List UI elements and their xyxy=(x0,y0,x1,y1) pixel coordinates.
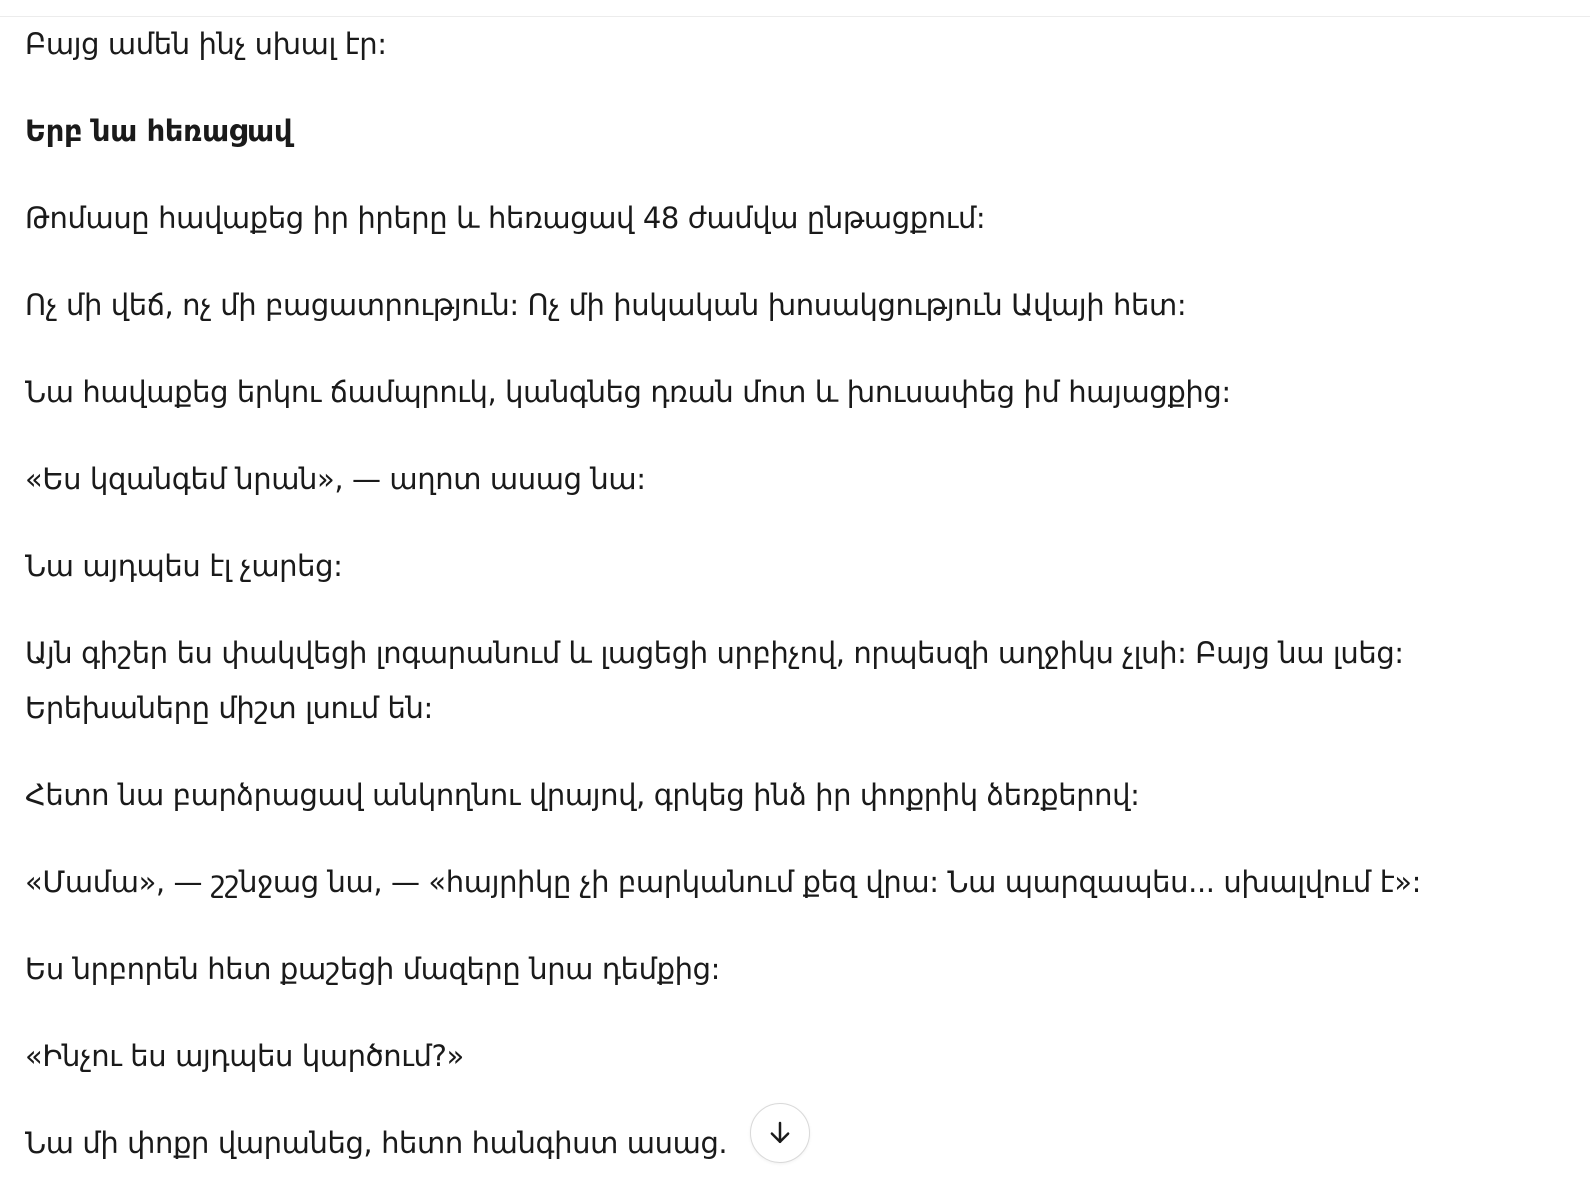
paragraph-multiline xyxy=(25,626,1525,736)
paragraph: «Ինչու ես այդպես կարծում?» xyxy=(25,1039,464,1073)
message-content xyxy=(25,17,1525,1171)
paragraph: Բայց ամեն ինչ սխալ էր: xyxy=(25,27,387,61)
paragraph: Ոչ մի վեճ, ոչ մի բացատրություն: Ոչ մի իսկական խոսակցություն Ավայի հետ: xyxy=(25,288,1187,322)
paragraph: Նա մի փոքր վարանեց, հետո հանգիստ ասաց. xyxy=(25,1126,728,1160)
paragraph: «Մամա», — շշնջաց նա, — «հայրիկը չի բարկանում քեզ վրա: Նա պարզապես... սխալվում է»: xyxy=(25,865,1421,899)
paragraph-line: Այն գիշեր ես փակվեցի լոգարանում և լացեցի սրբիչով, որպեսզի աղջիկս չլսի: Բայց նա լսեց: xyxy=(25,636,1404,670)
paragraph: «Ես կզանգեմ նրան», — աղոտ ասաց նա: xyxy=(25,462,646,496)
scroll-to-bottom-button[interactable] xyxy=(750,1103,810,1163)
paragraph: Թոմասը հավաքեց իր իրերը և հեռացավ 48 ժամվա ընթացքում: xyxy=(25,201,986,235)
paragraph: Նա այդպես էլ չարեց: xyxy=(25,549,343,583)
paragraph: Ես նրբորեն հետ քաշեցի մազերը նրա դեմքից: xyxy=(25,952,720,986)
paragraph: Հետո նա բարձրացավ անկողնու վրայով, գրկեց ինձ իր փոքրիկ ձեռքերով: xyxy=(25,778,1140,812)
paragraph: Նա հավաքեց երկու ճամպրուկ, կանգնեց դռան մոտ և խուսափեց իմ հայացքից: xyxy=(25,375,1231,409)
paragraph-line: Երեխաները միշտ լսում են: xyxy=(25,691,433,725)
section-heading: Երբ նա հեռացավ xyxy=(25,114,293,148)
arrow-down-icon xyxy=(765,1118,795,1148)
